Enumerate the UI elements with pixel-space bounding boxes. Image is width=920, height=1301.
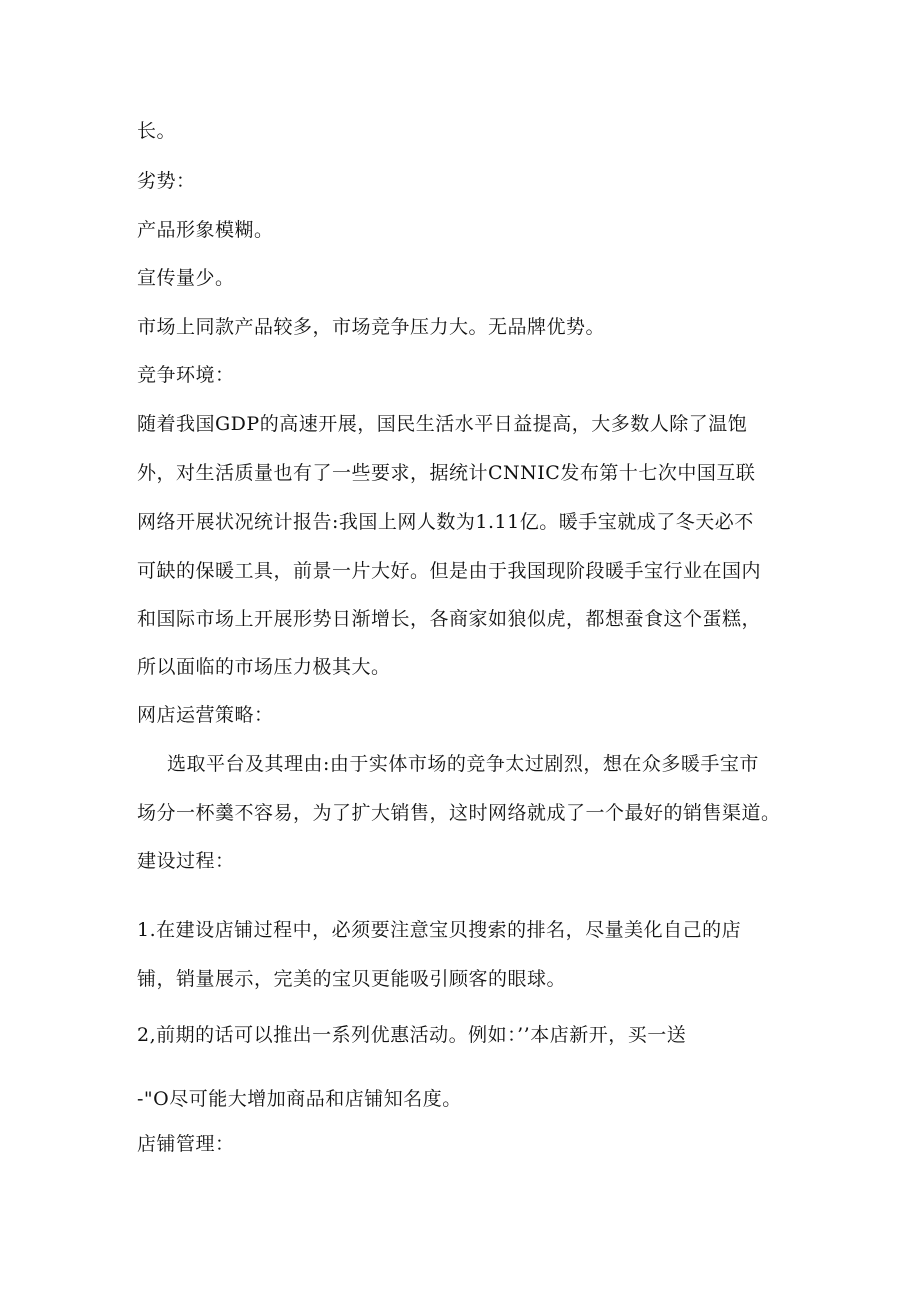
text-line: 2,前期的话可以推出一系列优惠活动。例如：’’本店新开，买一送: [137, 1024, 687, 1046]
section-heading-management: 店铺管理：: [137, 1133, 235, 1155]
text-line: 外，对生活质量也有了一些要求，据统计CNNIC发布第十七次中国互联: [137, 462, 756, 484]
text-line: 可缺的保暖工具，前景一片大好。但是由于我国现阶段暖手宝行业在国内: [137, 560, 762, 582]
section-heading-strategy: 网店运营策略：: [137, 704, 274, 726]
text-line: 产品形象模糊。: [137, 219, 274, 241]
text-line: 所以面临的市场压力极其大。: [137, 656, 391, 678]
text-line: 场分一杯羹不容易，为了扩大销售，这时网络就成了一个最好的销售渠道。: [137, 802, 781, 824]
text-line: 和国际市场上开展形势日渐增长，各商家如狼似虎，都想蚕食这个蛋糕，: [137, 608, 762, 630]
text-line: 长。: [137, 120, 177, 142]
section-heading-construction: 建设过程：: [137, 850, 235, 872]
text-line: 铺，销量展示，完美的宝贝更能吸引顾客的眼球。: [137, 968, 567, 990]
text-line: 1.在建设店铺过程中，必须要注意宝贝搜索的排名，尽量美化自己的店: [137, 919, 742, 941]
section-heading-competition: 竞争环境：: [137, 364, 235, 386]
text-line: 网络开展状况统计报告:我国上网人数为1.11亿。暖手宝就成了冬天必不: [137, 511, 754, 533]
section-heading-weaknesses: 劣势：: [137, 170, 196, 192]
text-line: 宣传量少。: [137, 267, 235, 289]
text-line: -"O尽可能大增加商品和店铺知名度。: [137, 1088, 462, 1110]
text-line: 随着我国GDP的高速开展，国民生活水平日益提高，大多数人除了温饱: [137, 413, 748, 435]
text-line: 市场上同款产品较多，市场竞争压力大。无品牌优势。: [137, 316, 606, 338]
text-line: 选取平台及其理由:由于实体市场的竞争太过剧烈，想在众多暖手宝市: [167, 753, 759, 775]
